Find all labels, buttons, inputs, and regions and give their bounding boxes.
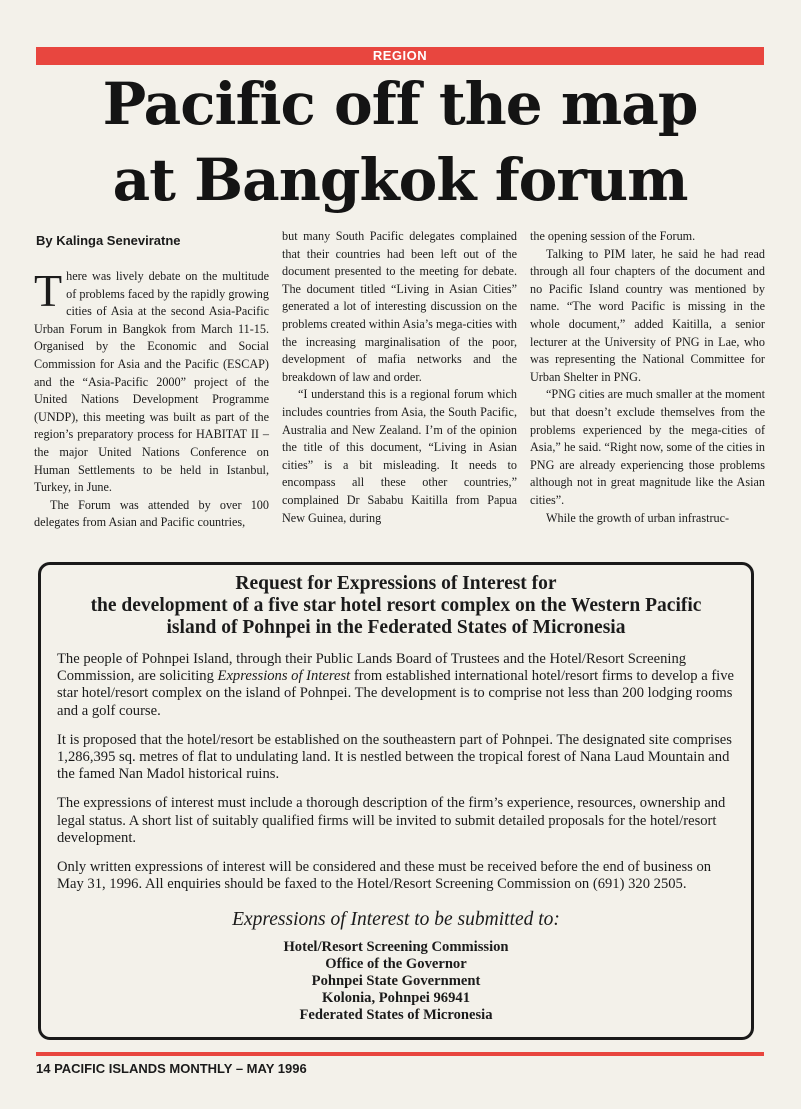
article-text: here was lively debate on the multitude of problems faced by the rapidly growing cities of Asia at the second Asia-Pacific Urban Forum in Bangkok from March 11-15. Organised by the Economic and Social Commission for Asia and the Pacific (ESCAP) and the “Asia-Pacific 2000” project of the United Nations Development Programme (UNDP), this meeting was built as part of the region’s preparatory process for HABITAT II – the major United Nations Conference on Human Settlements to be held in Istanbul, Turkey, in June. (34, 269, 269, 495)
article-paragraph: Talking to PIM later, he said he had read through all four chapters of the document and no Pacific Island country was mentioned by name. “The word Pacific is missing in the whole document,” added Kaitilla, a senior lecturer at the University of PNG in Lae, who was representing the National Committee for Urban Shelter in PNG. (530, 246, 765, 384)
article-paragraph (34, 265, 269, 497)
drop-cap: T (34, 265, 63, 316)
advertisement-title-line: island of Pohnpei in the Federated States of Micronesia (166, 617, 626, 638)
page-footer: 14 PACIFIC ISLANDS MONTHLY – MAY 1996 (36, 1061, 307, 1076)
advertisement-paragraph (57, 651, 735, 720)
article-columns (34, 228, 766, 546)
headline-line-1: Pacific off the map (102, 70, 698, 138)
byline: By Kalinga Seneviratne (36, 233, 181, 248)
address-line: Federated States of Micronesia (299, 1007, 493, 1024)
advertisement-title-line: the development of a five star hotel resort complex on the Western Pacific (90, 595, 702, 616)
advertisement-title (43, 573, 749, 639)
advertisement-italic-text: Expressions of Interest (217, 668, 351, 685)
article-column-3 (530, 228, 765, 546)
article-paragraph: the opening session of the Forum. (530, 229, 696, 243)
article-paragraph: “PNG cities are much smaller at the moment but that doesn’t exclude themselves from the problems experienced by the mega-cities of Asia,” he said. “Right now, some of the cities in PNG are already experiencing those problems although not in great magnitude like the Asian cities”. (530, 387, 765, 507)
advertisement-paragraph: It is proposed that the hotel/resort be established on the southeastern part of Pohnpei. The designated site comprises 1,286,395 sq. metres of flat to undulating land. It is nestled between the tropical forest of Nana Laud Mountain and the famed Nan Madol historical ruins. (57, 731, 732, 783)
advertisement-paragraph: The expressions of interest must include a thorough description of the firm’s experience, resources, ownership and legal status. A short list of suitably qualified firms will be invited to submit detailed proposals for the hotel/resort development. (57, 795, 726, 846)
article-paragraph: but many South Pacific delegates complained that their countries had been left out of the document presented to the meeting for debate. The document titled “Living in Asian Cities” generated a lot of interesting discussion on the problems created within Asia’s mega-cities with the increasing marginalisation of the poor, development of mafia networks and the breakdown of law and order. (282, 229, 517, 384)
article-paragraph: The Forum was attended by over 100 delegates from Asian and Pacific countries, (34, 497, 269, 530)
advertisement-title-line: Request for Expressions of Interest for (235, 573, 557, 594)
advertisement-box (38, 562, 754, 1040)
advertisement-text: The people of Pohnpei Island, through their Public Lands Board of Trustees and the Hotel/Resort Screening Commission, are soliciting (57, 651, 687, 685)
article-paragraph: While the growth of urban infrastruc- (546, 510, 730, 525)
article-column-2 (282, 228, 517, 546)
advertisement-text: from established international hotel/resort firms to develop a five star hotel/resort complex on the island of Pohnpei. The development is to comprise not less than 200 lodging rooms and a golf course. (57, 668, 735, 719)
address-line: Hotel/Resort Screening Commission (283, 939, 509, 956)
headline (36, 66, 764, 218)
address-line: Pohnpei State Government (311, 973, 481, 990)
bottom-rule (36, 1052, 764, 1056)
headline-line-2: at Bangkok forum (112, 146, 688, 214)
section-label: REGION (36, 47, 764, 65)
submission-address (43, 939, 749, 1024)
article-column-1 (34, 228, 269, 546)
article-paragraph: “I understand this is a regional forum which includes countries from Asia, the South Pacific, Australia and New Zealand. I’m of the opinion the title of this document, “Living in Asian cities” is a bit misleading. It needs to encompass all these other countries,” complained Dr Sababu Kaitilla from Papua New Guinea, during (282, 387, 517, 525)
address-line: Kolonia, Pohnpei 96941 (322, 990, 470, 1007)
submission-heading: Expressions of Interest to be submitted to: (232, 909, 560, 931)
advertisement-paragraph: Only written expressions of interest will be considered and these must be received before the end of business on May 31, 1996. All enquiries should be faxed to the Hotel/Resort Screening Commission on (691) 320 2505. (57, 859, 712, 893)
address-line: Office of the Governor (325, 956, 467, 973)
